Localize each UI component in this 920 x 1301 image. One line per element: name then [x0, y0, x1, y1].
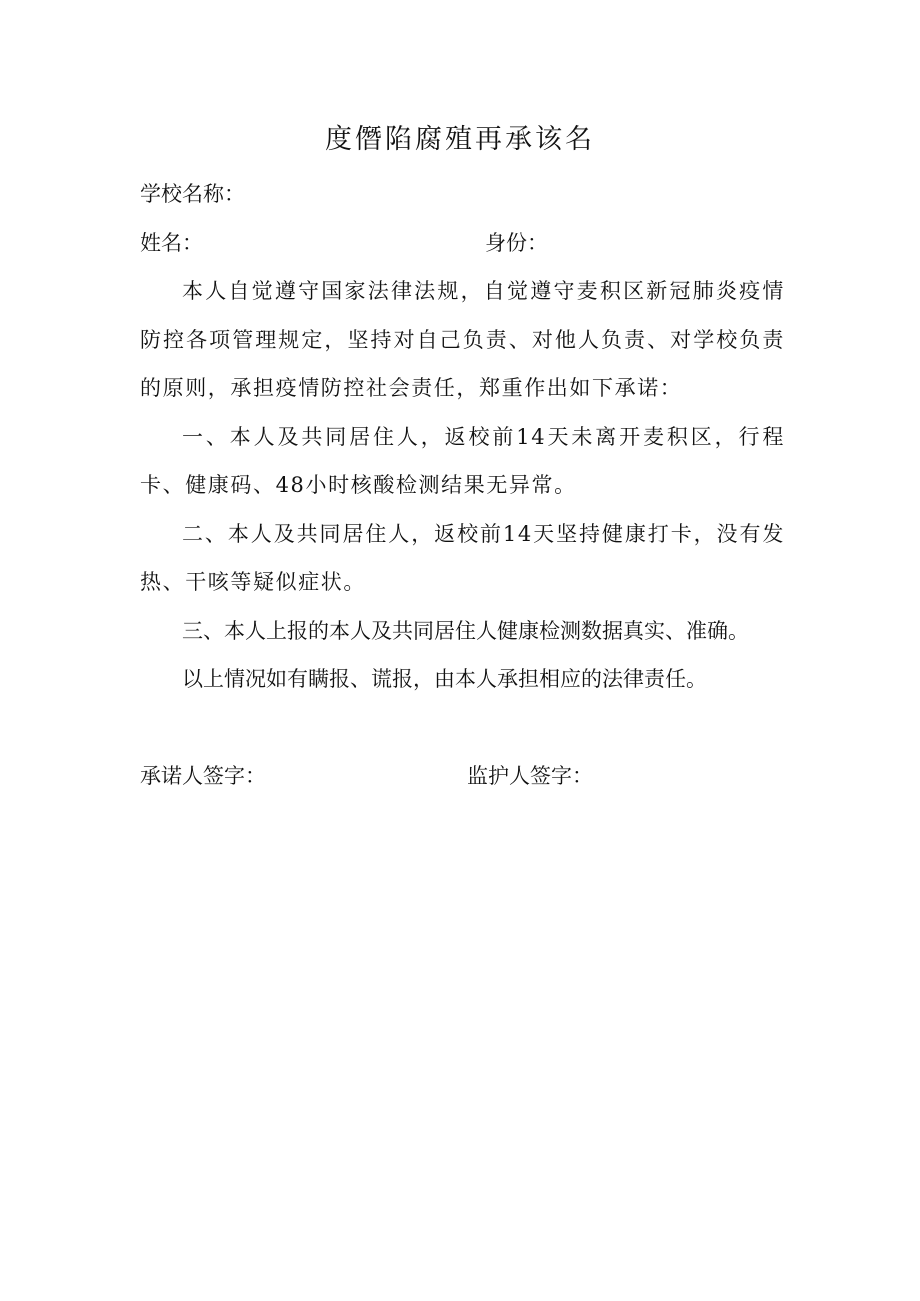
school-name-label: 学校名称：: [140, 182, 245, 206]
document-title: 度僭陷腐殖再承该名: [325, 124, 595, 155]
guardian-signature-label: 监护人签字：: [467, 763, 593, 788]
name-identity-row: [140, 219, 785, 268]
document-body: [140, 170, 785, 800]
commitment-item-3: 三、本人上报的本人及共同居住人健康检测数据真实、准确。: [182, 618, 749, 643]
commitment-item-1: 一、本人及共同居住人，返校前14天未离开麦积区，行程卡、健康码、48小时核酸检测结果无异常。: [140, 424, 785, 497]
commitment-intro-paragraph: 本人自觉遵守国家法律法规，自觉遵守麦积区新冠肺炎疫情防控各项管理规定，坚持对自己负责、对他人负责、对学校负责的原则，承担疫情防控社会责任，郑重作出如下承诺：: [140, 279, 785, 400]
commitment-item-2: 二、本人及共同居住人，返校前14天坚持健康打卡，没有发热、干咳等疑似症状。: [140, 521, 785, 594]
promiser-signature-label: 承诺人签字：: [140, 763, 266, 788]
name-label: 姓名：: [140, 230, 203, 255]
identity-label: 身份：: [485, 230, 548, 255]
signature-row: [140, 752, 785, 801]
commitment-closing: 以上情况如有瞒报、谎报，由本人承担相应的法律责任。: [182, 667, 707, 691]
